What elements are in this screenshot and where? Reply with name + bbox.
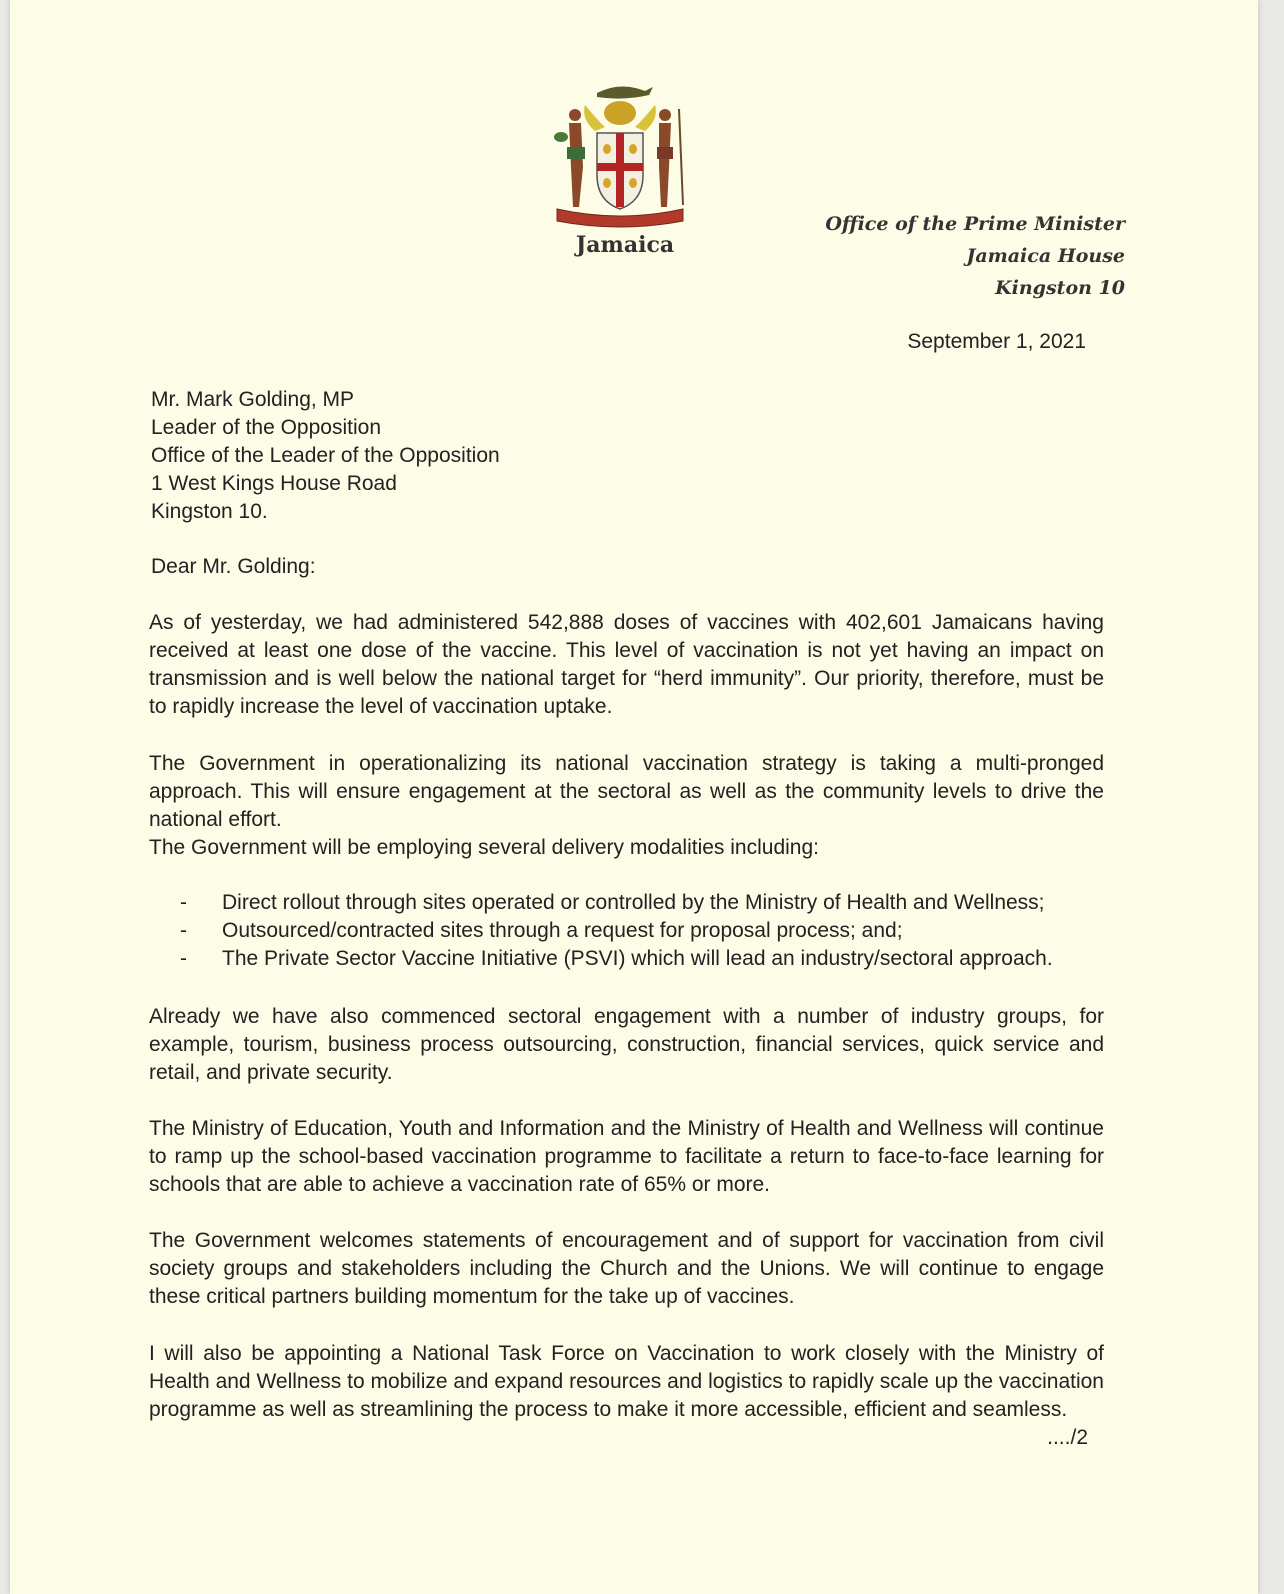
recipient-line: Office of the Leader of the Opposition: [151, 444, 500, 467]
body-paragraph: I will also be appointing a National Task Force on Vaccination to work closely with the Ministry of Health and Wellness to mobilize and expand resources and logistics to rapidly scale up the vaccination programme as well as streamlining the process to make it more accessible, efficient and seamless.: [149, 1342, 1104, 1421]
office-line: Jamaica House: [966, 245, 1125, 267]
office-line: Kingston 10: [995, 277, 1125, 299]
delivery-modalities-list: [180, 889, 1053, 973]
recipient-line: Kingston 10.: [151, 500, 268, 523]
body-paragraph: Already we have also commenced sectoral engagement with a number of industry groups, for example, tourism, business process outsourcing, construction, financial services, quick service and retail, and private security.: [149, 1005, 1104, 1084]
recipient-line: Mr. Mark Golding, MP: [151, 388, 355, 411]
body-paragraph: The Government welcomes statements of encouragement and of support for vaccination from civil society groups and stakeholders including the Church and the Unions. We will continue to engage these critical partners building momentum for the take up of vaccines.: [149, 1229, 1104, 1308]
body-paragraph: The Ministry of Education, Youth and Information and the Ministry of Health and Wellness will continue to ramp up the school-based vaccination programme to facilitate a return to face-to-face learning for schools that are able to achieve a vaccination rate of 65% or more.: [149, 1117, 1104, 1196]
body-paragraph: As of yesterday, we had administered 542,888 doses of vaccines with 402,601 Jamaicans having received at least one dose of the vaccine. This level of vaccination is not yet having an impact on transmission and is well below the national target for “herd immunity”. Our priority, therefore, must be to rapidly increase the level of vaccination uptake.: [149, 611, 1104, 718]
body-paragraph: The Government in operationalizing its national vaccination strategy is taking a multi-pronged approach. This will ensure engagement at the sectoral as well as the community levels to drive the national effort.: [149, 752, 1104, 831]
salutation: Dear Mr. Golding:: [151, 555, 316, 578]
letter-date: September 1, 2021: [907, 330, 1086, 353]
recipient-address: [151, 386, 500, 526]
office-line: Office of the Prime Minister: [825, 213, 1125, 235]
list-item: - Outsourced/contracted sites through a request for proposal process; and;: [180, 919, 903, 942]
recipient-line: Leader of the Opposition: [151, 416, 381, 439]
page-continuation: ..../2: [1047, 1426, 1088, 1449]
body-paragraph: The Government will be employing several delivery modalities including:: [149, 836, 819, 859]
coat-of-arms-icon: [545, 75, 695, 235]
list-item: - Direct rollout through sites operated or controlled by the Ministry of Health and Wellness;: [180, 891, 1045, 914]
office-address-block: [825, 208, 1125, 304]
letter-page: [10, 0, 1258, 1594]
letterhead-crest-label: Jamaica: [575, 232, 675, 258]
recipient-line: 1 West Kings House Road: [151, 472, 397, 495]
list-item: - The Private Sector Vaccine Initiative (PSVI) which will lead an industry/sectoral approach.: [180, 947, 1053, 970]
